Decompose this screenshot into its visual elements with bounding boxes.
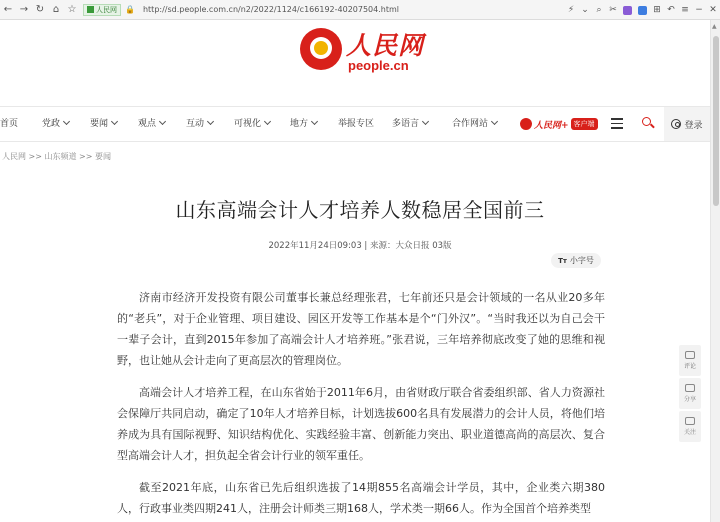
logo-text-cn: 人民网 — [346, 31, 425, 60]
user-icon — [671, 119, 681, 129]
security-icon[interactable]: 🔒 — [125, 5, 135, 14]
article-body — [117, 287, 605, 522]
star-icon[interactable]: ☆ — [67, 4, 77, 15]
article-paragraph: 高端会计人才培养工程，在山东省始于2011年6月，由省财政厅联合省委组织部、省人力资源社会保障厅共同启动，确定了10年人才培养目标，计划选拔600名具有发展潜力的会计人员，将他们培养成为具有国际视野、知识结构优化、实践经验丰富、创新能力突出、职业道德高尚的高层次、复合型高端会计人才，担负起全省会计行业的领军重任。 — [117, 386, 605, 462]
nav-item-interact[interactable]: 互动 — [186, 107, 213, 141]
breadcrumb-separator: >> — [76, 152, 95, 161]
reload-icon[interactable]: ↻ — [35, 4, 45, 15]
nav-item-partners[interactable]: 合作网站 — [452, 107, 497, 141]
home-icon[interactable]: ⌂ — [52, 4, 60, 15]
lightning-icon[interactable]: ⚡ — [567, 5, 575, 15]
article-paragraph: 济南市经济开发投资有限公司董事长兼总经理张君，七年前还只是会计领域的一名从业20多年的“老兵”，对于企业管理、项目建设、园区开发等工作基本是个“门外汉”。“当时我还以为自己会干一辈子会计，直到2015年参加了高端会计人才培养班。”张君说，三年培养彻底改变了她的思维和视野，也让她从会计走向了更高层次的管理岗位。 — [117, 291, 605, 367]
logo-emblem-icon — [300, 28, 342, 70]
nav-item-local[interactable]: 地方 — [290, 107, 317, 141]
font-size-icon: Tт — [558, 256, 567, 265]
back-icon[interactable]: ← — [3, 4, 13, 15]
chevron-down-icon — [111, 118, 118, 125]
font-size-toggle[interactable] — [551, 253, 601, 268]
nav-item-home[interactable]: 首页 — [0, 119, 19, 129]
login-button[interactable] — [664, 107, 710, 141]
chevron-down-icon — [264, 118, 271, 125]
site-badge-label: 人民网 — [96, 5, 117, 14]
browser-toolbar-right — [564, 0, 720, 20]
chevron-down-icon[interactable]: ⌄ — [581, 5, 589, 15]
site-badge-icon — [87, 6, 94, 13]
grid-icon[interactable]: ⊞ — [653, 5, 661, 15]
nav-item-news[interactable]: 要闻 — [90, 107, 117, 141]
address-bar[interactable]: http://sd.people.com.cn/n2/2022/1124/c166192-40207504.html — [142, 5, 399, 14]
chevron-down-icon — [159, 118, 166, 125]
logo-text-en: people.cn — [348, 58, 409, 73]
nav-item-party[interactable]: 党政 — [42, 107, 69, 141]
follow-icon — [685, 417, 695, 425]
chevron-down-icon — [491, 118, 498, 125]
share-icon — [685, 384, 695, 392]
follow-button[interactable] — [679, 411, 701, 442]
comment-button[interactable] — [679, 345, 701, 376]
nav-item-opinion[interactable]: 观点 — [138, 107, 165, 141]
extension-icon[interactable] — [638, 6, 647, 15]
breadcrumb-separator: >> — [26, 152, 45, 161]
site-logo[interactable] — [300, 26, 430, 76]
main-nav — [0, 106, 710, 142]
nav-item-visual[interactable]: 可视化 — [234, 107, 270, 141]
breadcrumb-link-channel[interactable]: 山东频道 — [44, 152, 77, 161]
breadcrumb-link-news[interactable]: 要闻 — [95, 152, 111, 161]
app-logo-icon — [520, 118, 532, 130]
scroll-up-icon[interactable]: ▲ — [712, 23, 717, 30]
scroll-thumb[interactable] — [713, 36, 719, 206]
app-download-link[interactable] — [520, 117, 598, 131]
breadcrumb-link-home[interactable]: 人民网 — [2, 152, 26, 161]
breadcrumb — [2, 151, 111, 162]
forward-icon[interactable]: → — [19, 4, 29, 15]
comment-icon — [685, 351, 695, 359]
search-icon[interactable] — [642, 117, 654, 129]
extension-icon[interactable] — [623, 6, 632, 15]
search-icon[interactable]: ⌕ — [596, 5, 602, 15]
minimize-icon[interactable]: − — [695, 5, 703, 15]
follow-label: 关注 — [683, 429, 696, 436]
nav-item-languages[interactable]: 多语言 — [392, 107, 428, 141]
share-sidebar — [679, 345, 701, 444]
article-paragraph: 截至2021年底，山东省已先后组织选拔了14期855名高端会计学员，其中，企业类六期380人，行政事业类四期241人，注册会计师类三期168人，学术类一期66人。作为全国首个培养类型 — [117, 481, 605, 515]
chevron-down-icon — [311, 118, 318, 125]
share-label: 分享 — [683, 396, 696, 403]
scissors-icon[interactable]: ✂ — [609, 5, 617, 15]
undo-icon[interactable]: ↶ — [667, 5, 675, 15]
app-name: 人民网+ — [534, 120, 569, 131]
site-badge[interactable] — [83, 4, 121, 16]
close-icon[interactable]: ✕ — [709, 5, 717, 15]
app-client-badge: 客户端 — [571, 118, 598, 130]
chevron-down-icon — [63, 118, 70, 125]
browser-toolbar — [0, 0, 720, 20]
font-size-label: 小字号 — [569, 256, 594, 265]
login-label: 登录 — [684, 120, 703, 131]
chevron-down-icon — [207, 118, 214, 125]
comment-label: 评论 — [683, 363, 696, 370]
page-scrollbar[interactable] — [710, 20, 720, 522]
share-button[interactable] — [679, 378, 701, 409]
hamburger-menu-icon[interactable] — [611, 118, 623, 129]
nav-item-report[interactable]: 举报专区 — [338, 119, 375, 129]
article-meta: 2022年11月24日09:03 | 来源：大众日报 03版 — [268, 241, 452, 251]
menu-icon[interactable]: ≡ — [681, 5, 689, 15]
chevron-down-icon — [422, 118, 429, 125]
article-title: 山东高端会计人才培养人数稳居全国前三 — [175, 198, 545, 222]
